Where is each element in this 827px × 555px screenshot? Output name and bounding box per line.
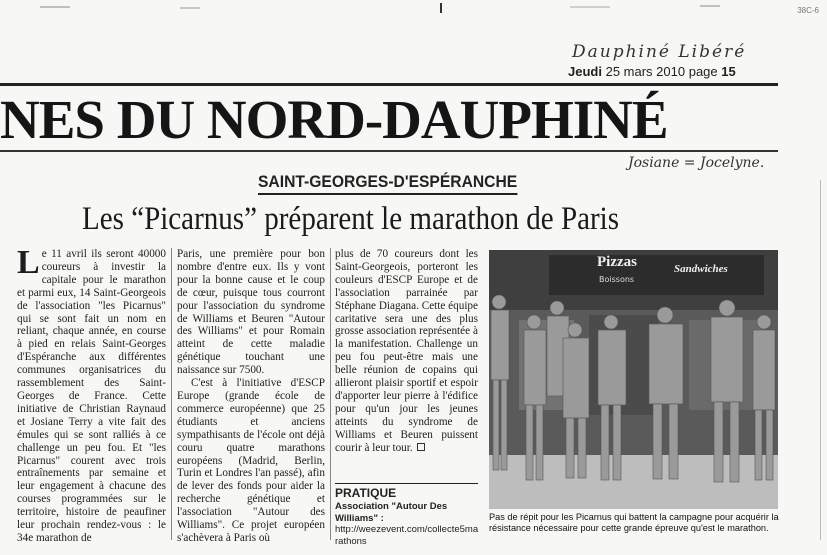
page-edge (820, 180, 821, 540)
article-column-2 (177, 248, 325, 545)
boissons-sign: Boissons (599, 275, 635, 284)
article-column-1 (17, 244, 166, 545)
article-kicker: SAINT-GEORGES-D'ESPÉRANCHE (258, 172, 517, 195)
top-rule (0, 83, 778, 86)
scan-top-marks (0, 0, 827, 14)
dateline (568, 64, 736, 79)
pratique-rule (335, 483, 478, 484)
section-banner: NES DU NORD-DAUPHINÉ (0, 90, 668, 150)
column-1-text: e 11 avril ils seront 40000 coureurs à investir la capitale pour le marathon et parmi eux, 14 Saint-Georgeois de l'association "les Picarnus" qui se sont fait un nom en reliant, chaque année, en course à pied en relais Saint-Georges d'Espéranche aux différentes communes organisatrices du rassemblement des Saint-Georges de France. Cette initiative de Christian Raynaud et Josiane Terry a vite fait des émules qui se sont ralliés à ce challenge un peu fou. Et "les Picarnus" courent avec trois entraînements par semaine et leur engagement à chacune des courses programmées sur le territoire, histoire de peaufiner leur prochain rendez-vous : le 34e marathon de (17, 248, 166, 544)
section-rule (0, 150, 778, 152)
sandwiches-sign: Sandwiches (674, 263, 728, 275)
column-2-paragraph-1: Paris, une première pour bon nombre d'entre eux. Ils y vont pour la bonne cause et le coup de cœur, puisque tous courront pour l'association du syndrome de Williams et Beuren "Autour des Williams" et pour Romain atteint de cette maladie génétique touchant une naissance sur 7500. (177, 248, 325, 377)
date-day: Jeudi (568, 64, 602, 79)
date-rest: 25 mars 2010 (605, 64, 686, 79)
column-divider (330, 248, 331, 540)
end-of-article-mark (417, 443, 425, 451)
article-column-3 (335, 248, 478, 455)
page-label: page (688, 64, 718, 79)
pratique-title: PRATIQUE (335, 486, 397, 500)
pratique-url[interactable]: http://weezevent.com/collecte5marathons (335, 524, 479, 547)
pratique-body (335, 501, 480, 547)
page-code: 38C-6 (797, 6, 819, 15)
column-3-text: plus de 70 coureurs dont les Saint-Georgeois, porteront les couleurs d'ESCP Europe et de l'association parrainée par Stéphane Diagana. Cette équipe caritative sera une des plus grosse association représentée à la manifestation. Challenge un peu fou peut-être mais une belle réunion de copains qui allieront plaisir sportif et espoir d'apporter leur pierre à l'édifice pour qu'un jour les jeunes atteints du syndrome de Williams et Beuren puissent courir à leur tour. (335, 248, 478, 454)
publication-name-handwritten: Dauphiné Libéré (572, 42, 747, 62)
storefront-sign: Pizzas (597, 254, 637, 270)
runners-photo (489, 250, 778, 509)
page-number: 15 (721, 64, 736, 79)
column-2-paragraph-2: C'est à l'initiative d'ESCP Europe (grande école de commerce européenne) que 25 étudiants et anciens sympathisants de l'école ont déjà couru quatre marathons européens (Madrid, Berlin, Turin et Londres l'an passé), afin de lever des fonds pour aider la recherche génétique et l'association "Autour des Williams". Ce projet européen s'achèvera à Paris où (177, 377, 325, 544)
photo-caption: Pas de répit pour les Picarnus qui battent la campagne pour acquérir la résistance nécessaire pour cette grande épreuve qu'est le marathon. (489, 512, 779, 533)
pratique-label: Association "Autour Des Williams" : (335, 501, 448, 524)
drop-cap: L (17, 244, 40, 281)
article-headline: Les “Picarnus” préparent le marathon de Paris (82, 201, 620, 237)
handwritten-note: Josiane = Jocelyne. (628, 155, 765, 171)
column-divider (171, 248, 172, 540)
